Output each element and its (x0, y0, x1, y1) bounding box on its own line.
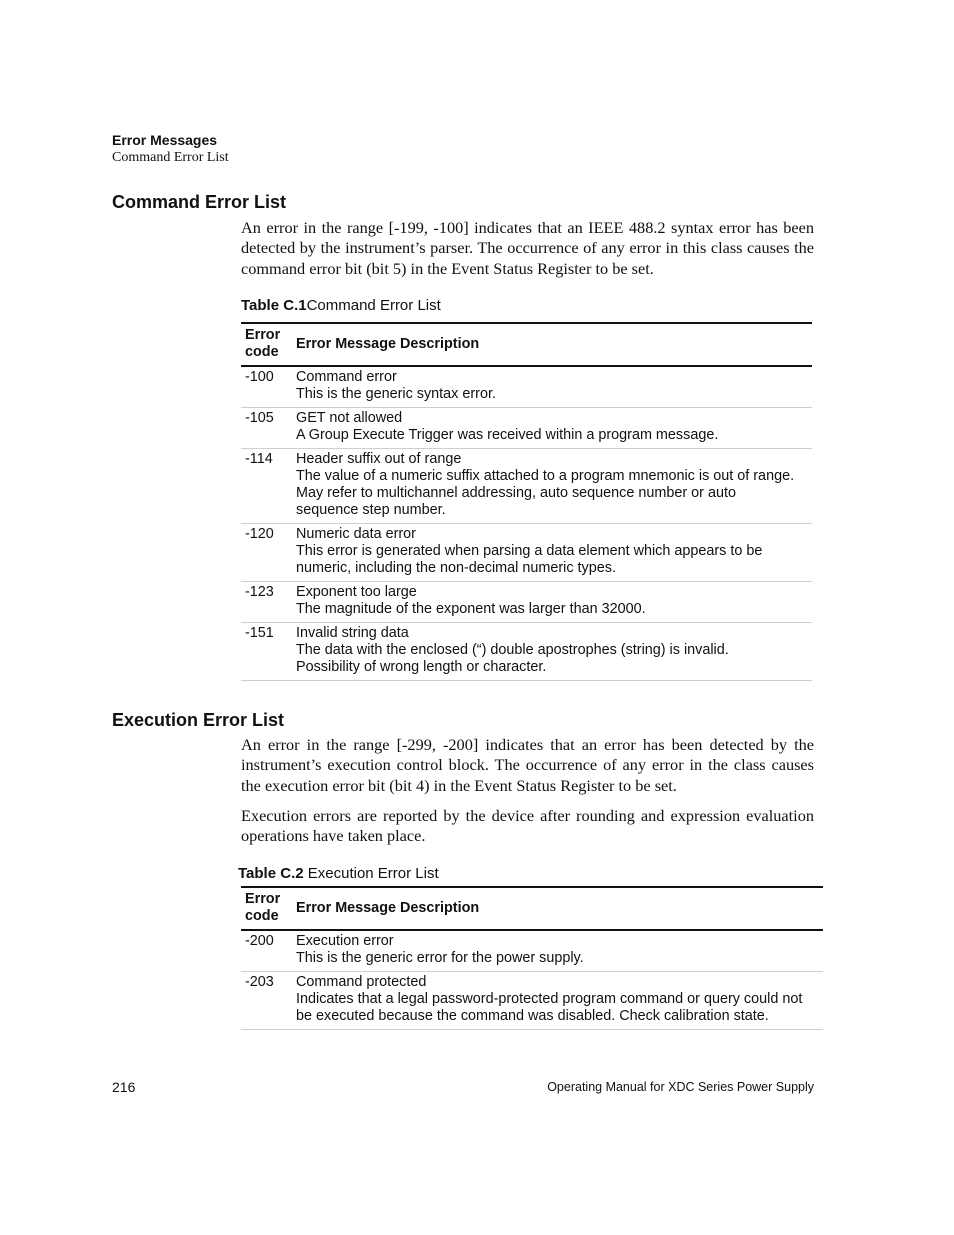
error-message-detail: The value of a numeric suffix attached to a program mnemonic is out of range. (296, 468, 795, 484)
error-message-detail: Indicates that a legal password-protected program command or query could not (296, 991, 803, 1007)
error-description-cell (292, 930, 823, 972)
table-c2-caption (238, 865, 439, 883)
error-message-detail: The data with the enclosed (“) double apostrophes (string) is invalid. (296, 642, 729, 658)
error-message-detail: This is the generic error for the power supply. (296, 950, 584, 966)
table-c1-caption-title: Command Error List (306, 297, 441, 314)
error-code-cell: -200 (241, 930, 292, 972)
command-error-table-body (241, 366, 812, 681)
running-head-section: Command Error List (112, 150, 229, 165)
error-description-cell (292, 524, 812, 582)
execution-error-table (241, 886, 823, 1030)
error-message-detail: May refer to multichannel addressing, auto sequence number or auto (296, 485, 736, 501)
error-description-cell (292, 366, 812, 408)
table-c2-caption-number: Table C.2 (238, 865, 304, 882)
error-code-cell: -114 (241, 449, 292, 524)
error-message-title: Command protected (296, 974, 427, 990)
error-message-detail: This error is generated when parsing a data element which appears to be (296, 543, 763, 559)
error-code-cell: -120 (241, 524, 292, 582)
error-description-cell (292, 408, 812, 449)
table-c2-caption-title: Execution Error List (307, 865, 439, 882)
error-description-cell (292, 582, 812, 623)
error-message-detail: A Group Execute Trigger was received within a program message. (296, 427, 719, 443)
error-message-title: Command error (296, 369, 397, 385)
command-error-table (241, 322, 812, 681)
table-header-row (241, 323, 812, 366)
error-message-detail: numeric, including the non-decimal numeric types. (296, 560, 616, 576)
error-message-detail: Possibility of wrong length or character. (296, 659, 547, 675)
error-message-title: Invalid string data (296, 625, 409, 641)
table-row (241, 408, 812, 449)
table-row (241, 524, 812, 582)
header-error-description: Error Message Description (292, 887, 823, 930)
error-code-cell: -123 (241, 582, 292, 623)
running-head-chapter: Error Messages (112, 132, 218, 148)
error-message-title: GET not allowed (296, 410, 403, 426)
error-message-title: Execution error (296, 933, 394, 949)
table-row (241, 366, 812, 408)
table-c1-caption-number: Table C.1 (241, 297, 307, 314)
error-message-detail: sequence step number. (296, 502, 446, 518)
header-error-code: Error code (241, 323, 292, 366)
header-error-code: Error code (241, 887, 292, 930)
execution-error-paragraph-2: Execution errors are reported by the device after rounding and expression evaluation operations have taken place. (241, 806, 814, 846)
command-error-paragraph: An error in the range [-199, -100] indicates that an IEEE 488.2 syntax error has been detected by the instrument’s parser. The occurrence of any error in this class causes the command error bit (bit 5) in the Event Status Register to be set. (241, 218, 814, 278)
table-header-row (241, 887, 823, 930)
header-error-description: Error Message Description (292, 323, 812, 366)
error-code-cell: -100 (241, 366, 292, 408)
error-code-cell: -151 (241, 623, 292, 681)
error-message-title: Header suffix out of range (296, 451, 462, 467)
execution-error-paragraph-1: An error in the range [-299, -200] indicates that an error has been detected by the instrument’s execution control block. The occurrence of any error in the class causes the execution error bit (bit 4) in the Event Status Register to be set. (241, 735, 814, 795)
command-error-heading: Command Error List (112, 192, 287, 212)
page-number: 216 (112, 1079, 136, 1095)
error-message-detail: be executed because the command was disabled. Check calibration state. (296, 1008, 769, 1024)
error-code-cell: -105 (241, 408, 292, 449)
error-description-cell (292, 449, 812, 524)
error-description-cell (292, 623, 812, 681)
error-message-title: Exponent too large (296, 584, 417, 600)
table-row (241, 582, 812, 623)
table-row (241, 449, 812, 524)
manual-title: Operating Manual for XDC Series Power Supply (547, 1080, 814, 1094)
execution-error-table-body (241, 930, 823, 1030)
error-message-detail: This is the generic syntax error. (296, 386, 496, 402)
table-row (241, 623, 812, 681)
error-message-detail: The magnitude of the exponent was larger than 32000. (296, 601, 646, 617)
execution-error-heading: Execution Error List (112, 710, 285, 730)
error-message-title: Numeric data error (296, 526, 416, 542)
running-head (112, 131, 229, 167)
table-row (241, 972, 823, 1030)
table-row (241, 930, 823, 972)
table-c1-caption (241, 297, 441, 315)
error-code-cell: -203 (241, 972, 292, 1030)
error-description-cell (292, 972, 823, 1030)
